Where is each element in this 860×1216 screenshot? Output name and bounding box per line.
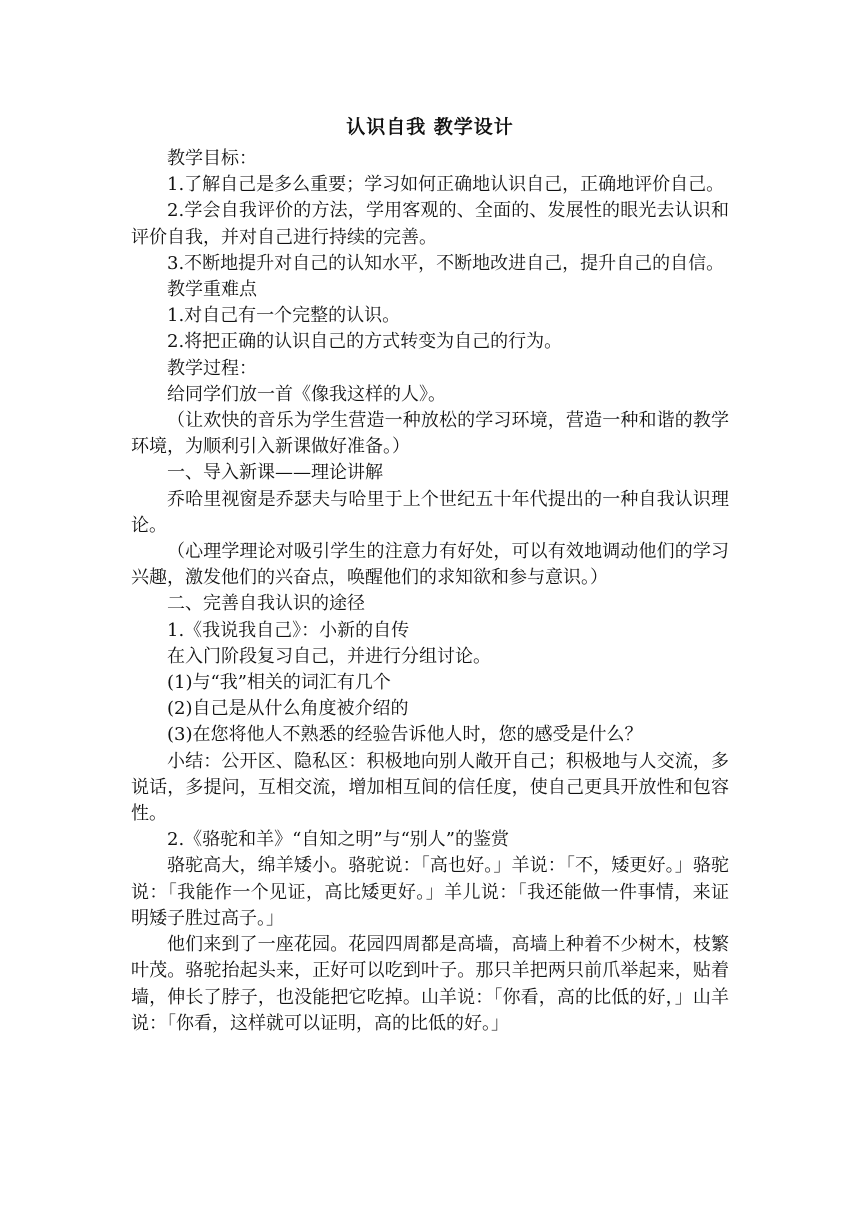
paragraph-psychology-note: （心理学理论对吸引学生的注意力有好处，可以有效地调动他们的学习兴趣，激发他们的兴奋点，唤醒他们的求知欲和参与意识。）	[131, 541, 729, 589]
paragraph-objective-2: 2.学会自我评价的方法，学用客观的、全面的、发展性的眼光去认识和评价自我，并对自己进行持续的完善。	[131, 200, 729, 248]
paragraph-objectives-heading: 教学目标：	[167, 148, 257, 169]
paragraph-objective-1: 1.了解自己是多么重要；学习如何正确地认识自己，正确地评价自己。	[167, 174, 725, 196]
paragraph-key-point-1: 1.对自己有一个完整的认识。	[167, 305, 401, 327]
paragraph-song: 给同学们放一首《像我这样的人》。	[167, 383, 446, 405]
document-title: 认识自我 教学设计	[346, 116, 514, 138]
paragraph-song-note: （让欢快的音乐为学生营造一种放松的学习环境，营造一种和谐的教学环境，为顺利引入新课做好准备。）	[131, 410, 729, 458]
paragraph-activity-2-heading: 2.《骆驼和羊》“自知之明”与“别人”的鉴赏	[167, 829, 509, 851]
paragraph-key-point-2: 2.将把正确的认识自己的方式转变为自己的行为。	[167, 331, 563, 353]
paragraph-question-2: (2)自己是从什么角度被介绍的	[167, 698, 409, 720]
paragraph-story-part-2: 他们来到了一座花园。花园四周都是高墙，高墙上种着不少树木，枝繁叶茂。骆驼抬起头来，正好可以吃到叶子。那只羊把两只前爪举起来，贴着墙，伸长了脖子，也没能把它吃掉。山羊说：「你看，高的比低的好，」山羊说：「你看，这样就可以证明，高的比低的好。」	[131, 934, 729, 1034]
paragraph-activity-1-heading: 1.《我说我自己》：小新的自传	[167, 619, 410, 641]
paragraph-section-1-heading: 一、导入新课——理论讲解	[167, 462, 383, 484]
document-body	[131, 146, 729, 1037]
paragraph-activity-1-intro: 在入门阶段复习自己，并进行分组讨论。	[167, 645, 491, 667]
paragraph-question-3: (3)在您将他人不熟悉的经验告诉他人时，您的感受是什么？	[167, 724, 643, 746]
paragraph-process-heading: 教学过程：	[167, 357, 257, 379]
paragraph-johari-window: 乔哈里视窗是乔瑟夫与哈里于上个世纪五十年代提出的一种自我认识理论。	[131, 488, 729, 536]
paragraph-question-1: (1)与“我”相关的词汇有几个	[167, 672, 391, 694]
paragraph-objective-3: 3.不断地提升对自己的认知水平，不断地改进自己，提升自己的自信。	[167, 252, 725, 274]
paragraph-summary: 小结：公开区、隐私区：积极地向别人敞开自己；积极地与人交流，多说话，多提问，互相交流，增加相互间的信任度，使自己更具开放性和包容性。	[131, 750, 729, 825]
paragraph-story-part-1: 骆驼高大，绵羊矮小。骆驼说：「高也好。」羊说：「不，矮更好。」骆驼说：「我能作一个见证，高比矮更好。」羊儿说：「我还能做一件事情，来证明矮子胜过高子。」	[131, 855, 729, 929]
paragraph-section-2-heading: 二、完善自我认识的途径	[167, 593, 365, 615]
paragraph-key-points-heading: 教学重难点	[167, 279, 257, 301]
